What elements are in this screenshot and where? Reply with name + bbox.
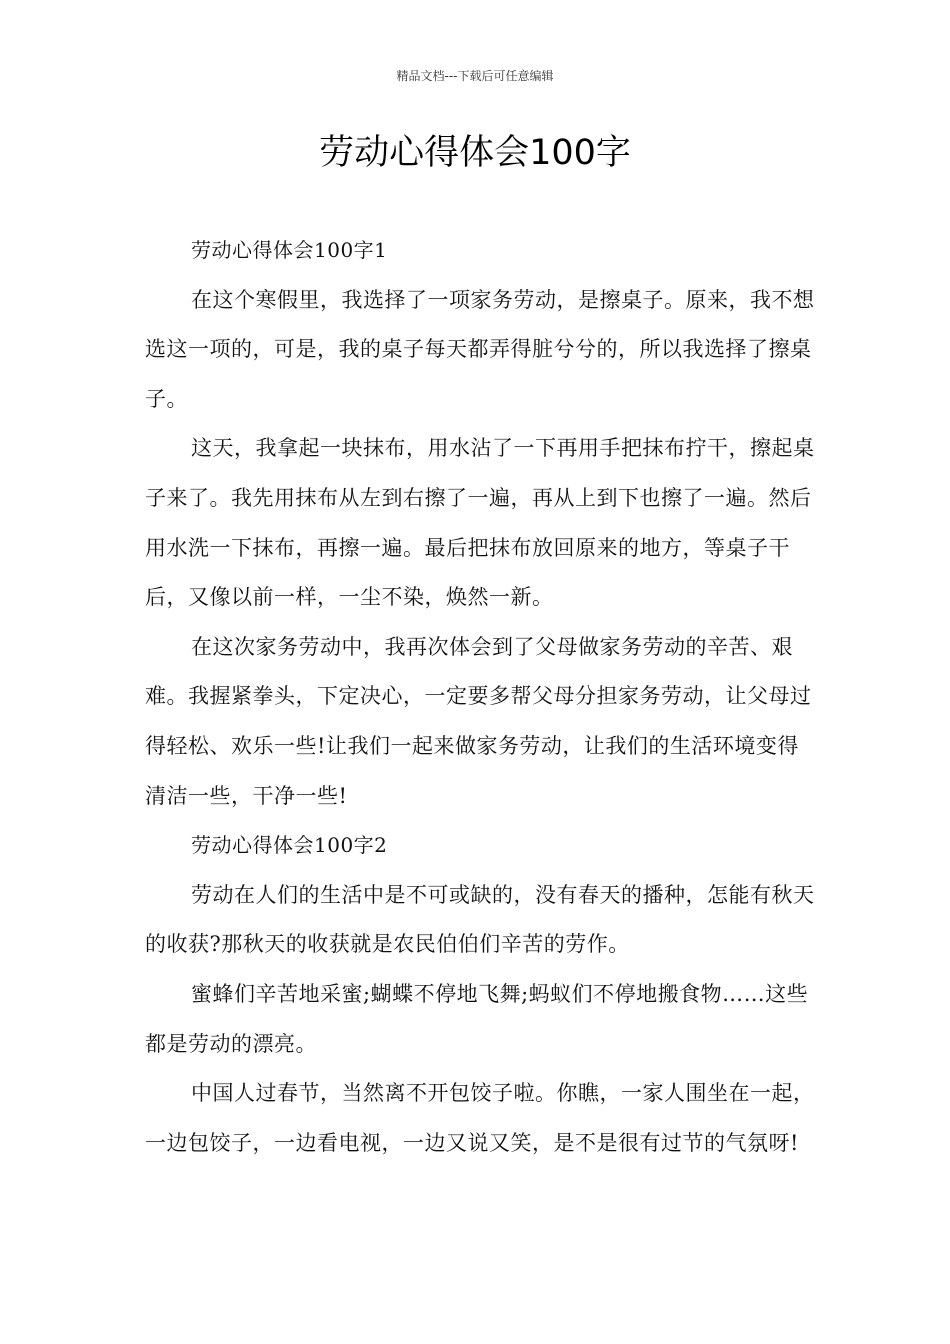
paragraph: 这天，我拿起一块抹布，用水沾了一下再用手把抹布拧干，擦起桌子来了。我先用抹布从左到右擦了一遍，再从上到下也擦了一遍。然后用水洗一下抹布，再擦一遍。最后把抹布放回原来的地方，等桌子干后，又像以前一样，一尘不染，焕然一新。 (145, 436, 815, 610)
paragraph: 中国人过春节，当然离不开包饺子啦。你瞧，一家人围坐在一起，一边包饺子，一边看电视，一边又说又笑，是不是很有过节的气氛呀! (145, 1081, 815, 1155)
header-note: 精品文档---下载后可任意编辑 (396, 69, 554, 83)
document-body (145, 226, 817, 1168)
paragraph: 在这个寒假里，我选择了一项家务劳动，是擦桌子。原来，我不想选这一项的，可是，我的桌子每天都弄得脏兮兮的，所以我选择了擦桌子。 (145, 287, 815, 411)
document-title: 劳动心得体会100字 (319, 133, 631, 173)
section-heading-1: 劳动心得体会100字1 (191, 238, 388, 262)
paragraph: 蜜蜂们辛苦地采蜜;蝴蝶不停地飞舞;蚂蚁们不停地搬食物……这些都是劳动的漂亮。 (145, 981, 809, 1056)
paragraph: 劳动在人们的生活中是不可或缺的，没有春天的播种，怎能有秋天的收获?那秋天的收获就是农民伯伯们辛苦的劳作。 (145, 882, 815, 957)
paragraph: 在这次家务劳动中，我再次体会到了父母做家务劳动的辛苦、艰难。我握紧拳头，下定决心，一定要多帮父母分担家务劳动，让父母过得轻松、欢乐一些!让我们一起来做家务劳动，让我们的生活环境变得清洁一些，干净一些! (145, 634, 812, 808)
section-heading-2: 劳动心得体会100字2 (191, 833, 388, 858)
